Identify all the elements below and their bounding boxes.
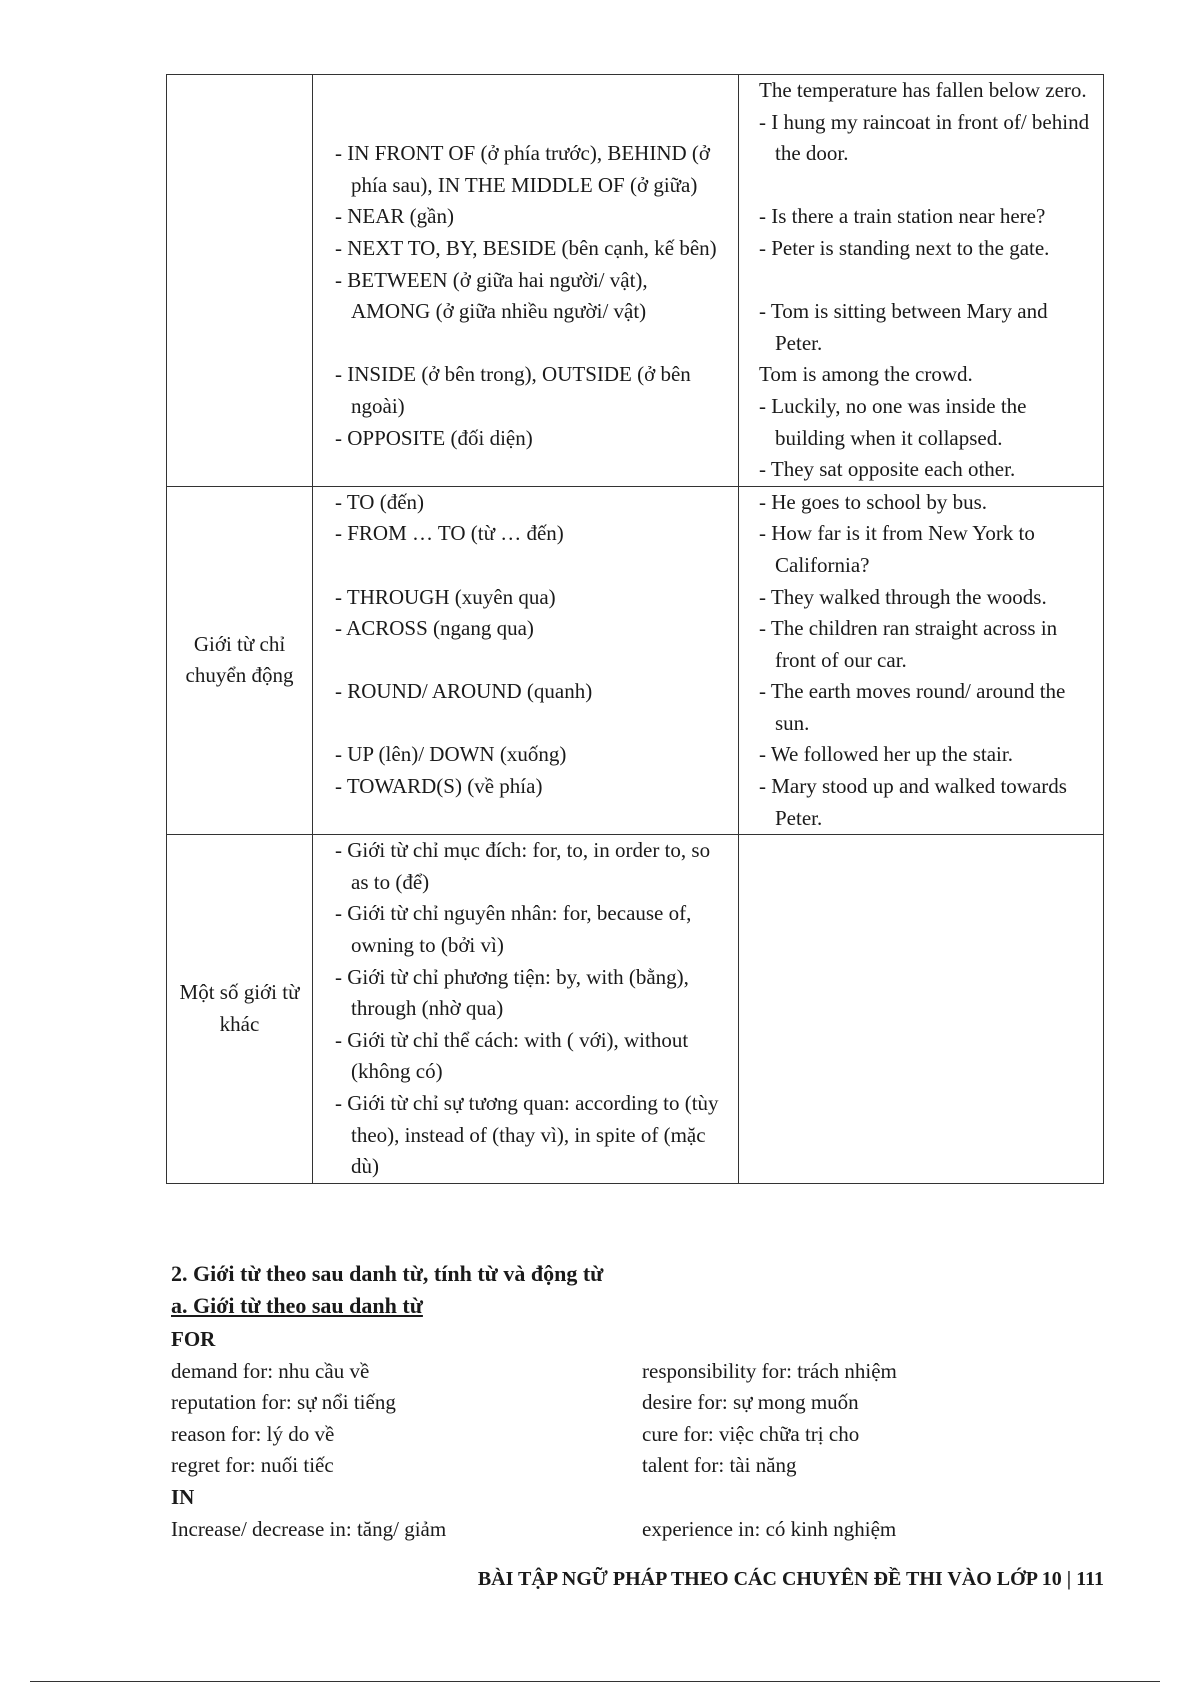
vocab-left: demand for: nhu cầu về	[171, 1358, 370, 1383]
category-cell: Một số giới từ khác	[167, 835, 313, 1184]
usage-cell	[313, 835, 739, 1184]
example-item: - Is there a train station near here?	[759, 204, 1046, 229]
example-item: - The earth moves round/ around the sun.	[759, 679, 1066, 735]
blank-line	[759, 170, 1097, 202]
vocab-right: desire for: sự mong muốn	[642, 1390, 859, 1415]
vocab-left: Increase/ decrease in: tăng/ giảm	[171, 1516, 447, 1541]
section-heading: 2. Giới từ theo sau danh từ, tính từ và động từ	[171, 1261, 604, 1286]
table-row	[167, 835, 1104, 1184]
vocab-row	[171, 1450, 1071, 1482]
example-item: - I hung my raincoat in front of/ behind the door.	[759, 109, 1090, 166]
vocab-left: reason for: lý do về	[171, 1421, 335, 1446]
example-item: - The children ran straight across in front of our car.	[759, 616, 1058, 672]
usage-item: - Giới từ chỉ sự tương quan: according to (tùy theo), instead of (thay vì), in spite of (mặc dù)	[335, 1091, 719, 1179]
table-row	[167, 75, 1104, 487]
blank-line	[759, 265, 1097, 297]
usage-item: - Giới từ chỉ phương tiện: by, with (bằng), through (nhờ qua)	[335, 964, 689, 1021]
example-item: Tom is among the crowd.	[759, 362, 973, 387]
blank-line	[335, 107, 730, 139]
table-row	[167, 486, 1104, 835]
usage-item: - THROUGH (xuyên qua)	[335, 584, 556, 609]
group-title: FOR	[171, 1327, 216, 1351]
usage-item: - Giới từ chỉ mục đích: for, to, in order to, so as to (để)	[335, 838, 711, 894]
usage-item: - Giới từ chỉ thể cách: with ( với), without (không có)	[335, 1027, 689, 1084]
example-item: - We followed her up the stair.	[759, 742, 1013, 767]
example-item: The temperature has fallen below zero.	[759, 78, 1087, 102]
usage-item: - NEAR (gần)	[335, 204, 454, 229]
usage-item: - INSIDE (ở bên trong), OUTSIDE (ở bên ngoài)	[335, 362, 691, 418]
vocab-right: experience in: có kinh nghiệm	[642, 1516, 897, 1541]
usage-item: - ROUND/ AROUND (quanh)	[335, 679, 593, 704]
usage-item: - Giới từ chỉ nguyên nhân: for, because of, owning to (bởi vì)	[335, 901, 692, 958]
example-item: - He goes to school by bus.	[759, 489, 988, 514]
example-item: - Luckily, no one was inside the building when it collapsed.	[759, 393, 1027, 450]
page-footer: BÀI TẬP NGỮ PHÁP THEO CÁC CHUYÊN ĐỀ THI VÀO LỚP 10 | 111	[477, 1568, 1104, 1590]
vocab-left: regret for: nuối tiếc	[171, 1453, 334, 1478]
category-cell: Giới từ chỉ chuyển động	[167, 486, 313, 835]
vocab-row	[171, 1514, 1071, 1546]
usage-item: - OPPOSITE (đối diện)	[335, 425, 533, 450]
bottom-rule	[30, 1681, 1160, 1682]
example-item: - How far is it from New York to California?	[759, 521, 1035, 577]
blank-line	[335, 550, 730, 582]
usage-item: - UP (lên)/ DOWN (xuống)	[335, 742, 567, 767]
example-item: - They walked through the woods.	[759, 584, 1047, 609]
blank-line	[335, 75, 730, 107]
example-cell	[739, 486, 1104, 835]
blank-line	[335, 328, 730, 360]
usage-item: - TO (đến)	[335, 489, 425, 514]
usage-item: - ACROSS (ngang qua)	[335, 616, 534, 641]
usage-cell	[313, 75, 739, 487]
usage-item: - FROM … TO (từ … đến)	[335, 521, 564, 546]
vocab-right: responsibility for: trách nhiệm	[642, 1358, 897, 1383]
vocab-row	[171, 1356, 1071, 1388]
example-item: - They sat opposite each other.	[759, 457, 1016, 482]
example-item: - Mary stood up and walked towards Peter.	[759, 774, 1067, 830]
usage-item: - TOWARD(S) (về phía)	[335, 774, 543, 799]
vocab-left: reputation for: sự nổi tiếng	[171, 1390, 396, 1415]
vocab-row	[171, 1387, 1071, 1419]
category-cell	[167, 75, 313, 487]
subsection-heading: a. Giới từ theo sau danh từ	[171, 1293, 423, 1318]
usage-item: - BETWEEN (ở giữa hai người/ vật), AMONG (ở giữa nhiều người/ vật)	[335, 267, 648, 324]
blank-line	[335, 708, 730, 740]
example-item: - Peter is standing next to the gate.	[759, 235, 1050, 260]
vocab-right: cure for: việc chữa trị cho	[642, 1421, 860, 1446]
usage-item: - NEXT TO, BY, BESIDE (bên cạnh, kế bên)	[335, 235, 717, 260]
vocabulary-list	[171, 1324, 1071, 1545]
group-title: IN	[171, 1484, 195, 1509]
usage-cell	[313, 486, 739, 835]
vocab-right: talent for: tài năng	[642, 1453, 797, 1478]
example-cell	[739, 835, 1104, 1184]
example-item: - Tom is sitting between Mary and Peter.	[759, 299, 1048, 355]
prepositions-table	[166, 74, 1104, 1184]
vocab-row	[171, 1419, 1071, 1451]
usage-item: - IN FRONT OF (ở phía trước), BEHIND (ở phía sau), IN THE MIDDLE OF (ở giữa)	[335, 141, 711, 197]
blank-line	[335, 645, 730, 677]
example-cell	[739, 75, 1104, 487]
